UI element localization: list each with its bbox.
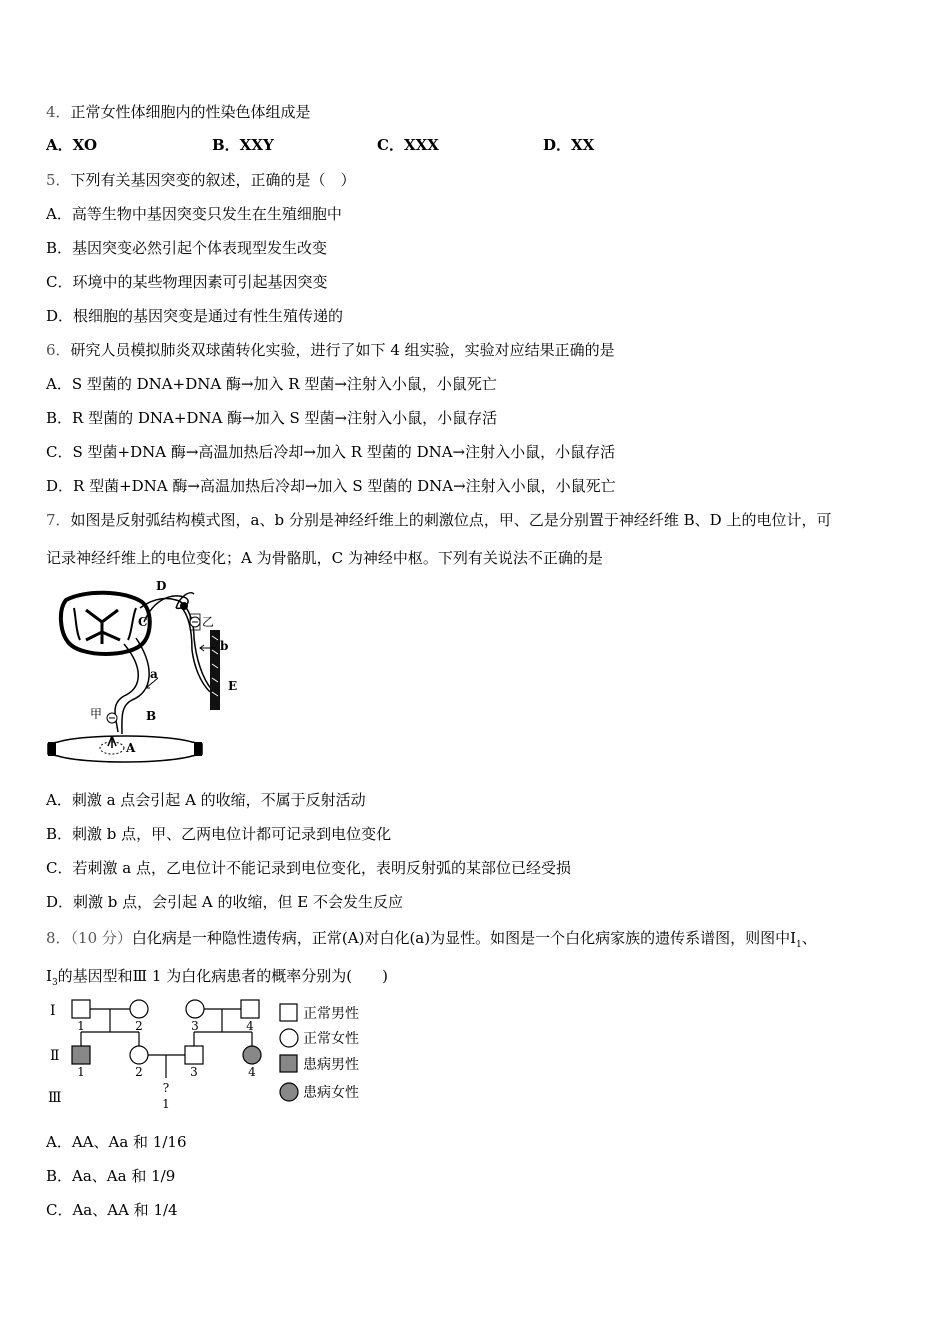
q7-option-b: B．刺激 b 点，甲、乙两电位计都可记录到电位变化 (46, 825, 392, 843)
gen1-ind3-normal-female (186, 1000, 204, 1018)
q7-option-c: C．若刺激 a 点，乙电位计不能记录到电位变化，表明反射弧的某部位已经受损 (46, 859, 571, 877)
gen2-ind3-normal-male (185, 1046, 203, 1064)
q5-option-b: B．基因突变必然引起个体表现型发生改变 (46, 239, 328, 257)
q4-stem (46, 102, 311, 122)
q6-option-b: B．R 型菌的 DNA+DNA 酶→加入 S 型菌→注射入小鼠，小鼠存活 (46, 409, 498, 427)
q7-number: 7． (46, 511, 71, 529)
label-b: b (220, 639, 229, 653)
q6-option-d: D．R 型菌+DNA 酶→高温加热后冷却→加入 S 型菌的 DNA→注射入小鼠，小鼠死亡 (46, 477, 616, 495)
q7-option-a: A．刺激 a 点会引起 A 的收缩，不属于反射活动 (46, 791, 366, 809)
q8-option-a: A．AA、Aa 和 1/16 (46, 1133, 187, 1151)
q5-stem-text: 下列有关基因突变的叙述，正确的是（ ） (70, 171, 356, 189)
muscle-a (48, 736, 202, 762)
q8-sub-3: 3 (51, 978, 58, 988)
label-jia: 甲 (90, 707, 103, 721)
q5-option-a: A．高等生物中基因突变只发生在生殖细胞中 (46, 205, 342, 223)
dorsal-ganglion (180, 602, 188, 610)
q4-option-a: A．XO (46, 136, 98, 154)
legend-normal-male-icon (280, 1004, 297, 1021)
q5-option-c: C．环境中的某些物理因素可引起基因突变 (46, 273, 328, 291)
q8-option-b: B．Aa、Aa 和 1/9 (46, 1167, 176, 1185)
legend-normal-male: 正常男性 (303, 1006, 359, 1022)
q8-option-c: C．Aa、AA 和 1/4 (46, 1201, 178, 1219)
q7-stem-line2: 记录神经纤维上的电位变化；A 为骨骼肌，C 为神经中枢。下列有关说法不正确的是 (46, 549, 603, 567)
legend-affected-female-icon (280, 1083, 298, 1101)
q8-stem-text: 白化病是一种隐性遗传病，正常(A)对白化(a)为显性。如图是一个白化病家族的遗传系谱图，则图中Ⅰ (131, 929, 797, 947)
gen3-num-1: 1 (162, 1097, 170, 1111)
q4-option-b: B．XXY (212, 136, 274, 154)
gen3-unknown-mark: ? (162, 1081, 170, 1095)
q5-option-d: D．根细胞的基因突变是通过有性生殖传递的 (46, 307, 344, 325)
q5-stem (46, 170, 356, 190)
gen2-num-4: 4 (248, 1065, 256, 1079)
gen1-ind1-normal-male (72, 1000, 90, 1018)
q8-number: 8． (46, 929, 71, 947)
gen2-num-2: 2 (135, 1065, 143, 1079)
gen2-ind2-normal-female (130, 1046, 148, 1064)
q8-stem-line1 (46, 928, 817, 955)
gen2-ind1-affected-male (72, 1046, 90, 1064)
gen1-ind4-normal-male (241, 1000, 259, 1018)
gen1-num-2: 2 (135, 1019, 143, 1033)
q6-stem-text: 研究人员模拟肺炎双球菌转化实验，进行了如下 4 组实验，实验对应结果正确的是 (70, 341, 615, 359)
q8-score: （10 分） (70, 929, 132, 947)
label-d: D (156, 579, 167, 593)
legend-affected-male-icon (280, 1055, 297, 1072)
q8-stem-tail: 、 (801, 929, 817, 947)
q6-option-c: C．S 型菌+DNA 酶→高温加热后冷却→加入 R 型菌的 DNA→注射入小鼠，小鼠存活 (46, 443, 616, 461)
gen-label-1: Ⅰ (50, 1003, 56, 1019)
q8-stem-text-2: 的基因型和Ⅲ 1 为白化病患者的概率分别为( ) (57, 967, 388, 985)
q7-option-d: D．刺激 b 点，会引起 A 的收缩，但 E 不会发生反应 (46, 893, 404, 911)
q4-option-d: D．XX (543, 136, 595, 154)
q7-stem-text: 如图是反射弧结构模式图，a、b 分别是神经纤维上的刺激位点，甲、乙是分别置于神经纤维 B、D 上的电位计，可 (70, 511, 832, 529)
q7-stem-line1 (46, 510, 831, 530)
legend-normal-female-icon (280, 1029, 298, 1047)
label-e: E (228, 679, 238, 693)
gen1-num-4: 4 (246, 1019, 254, 1033)
spinal-cord-section (61, 593, 150, 654)
label-a: a (150, 667, 158, 681)
gen2-num-1: 1 (77, 1065, 85, 1079)
q8-gen-mark: Ⅰ (46, 967, 52, 985)
q6-number: 6． (46, 341, 71, 359)
q6-option-a: A．S 型菌的 DNA+DNA 酶→加入 R 型菌→注射入小鼠，小鼠死亡 (46, 375, 497, 393)
q8-sub-1: 1 (796, 940, 802, 950)
gen-label-3: Ⅲ (48, 1090, 62, 1106)
label-c: C (138, 615, 148, 629)
label-yi: 乙 (202, 615, 215, 629)
reflex-arc-figure (44, 578, 254, 766)
gen-label-2: Ⅱ (50, 1048, 60, 1064)
receptor-e (210, 630, 220, 710)
q4-stem-text: 正常女性体细胞内的性染色体组成是 (70, 103, 311, 121)
q8-stem-line2 (46, 966, 388, 993)
pedigree-chart (44, 996, 374, 1118)
legend-affected-female: 患病女性 (303, 1085, 359, 1101)
gen1-ind2-normal-female (130, 1000, 148, 1018)
legend-normal-female: 正常女性 (303, 1031, 359, 1047)
gen2-num-3: 3 (190, 1065, 198, 1079)
q5-number: 5． (46, 171, 71, 189)
q6-stem (46, 340, 615, 360)
q4-option-c: C．XXX (377, 136, 439, 154)
label-b-fiber: B (146, 709, 157, 723)
gen1-num-3: 3 (191, 1019, 199, 1033)
label-a-muscle: A (126, 741, 136, 755)
efferent-nerve (115, 644, 138, 732)
gen1-num-1: 1 (77, 1019, 85, 1033)
q4-number: 4． (46, 103, 71, 121)
legend-affected-male: 患病男性 (303, 1057, 359, 1073)
gen2-ind4-affected-female (243, 1046, 261, 1064)
